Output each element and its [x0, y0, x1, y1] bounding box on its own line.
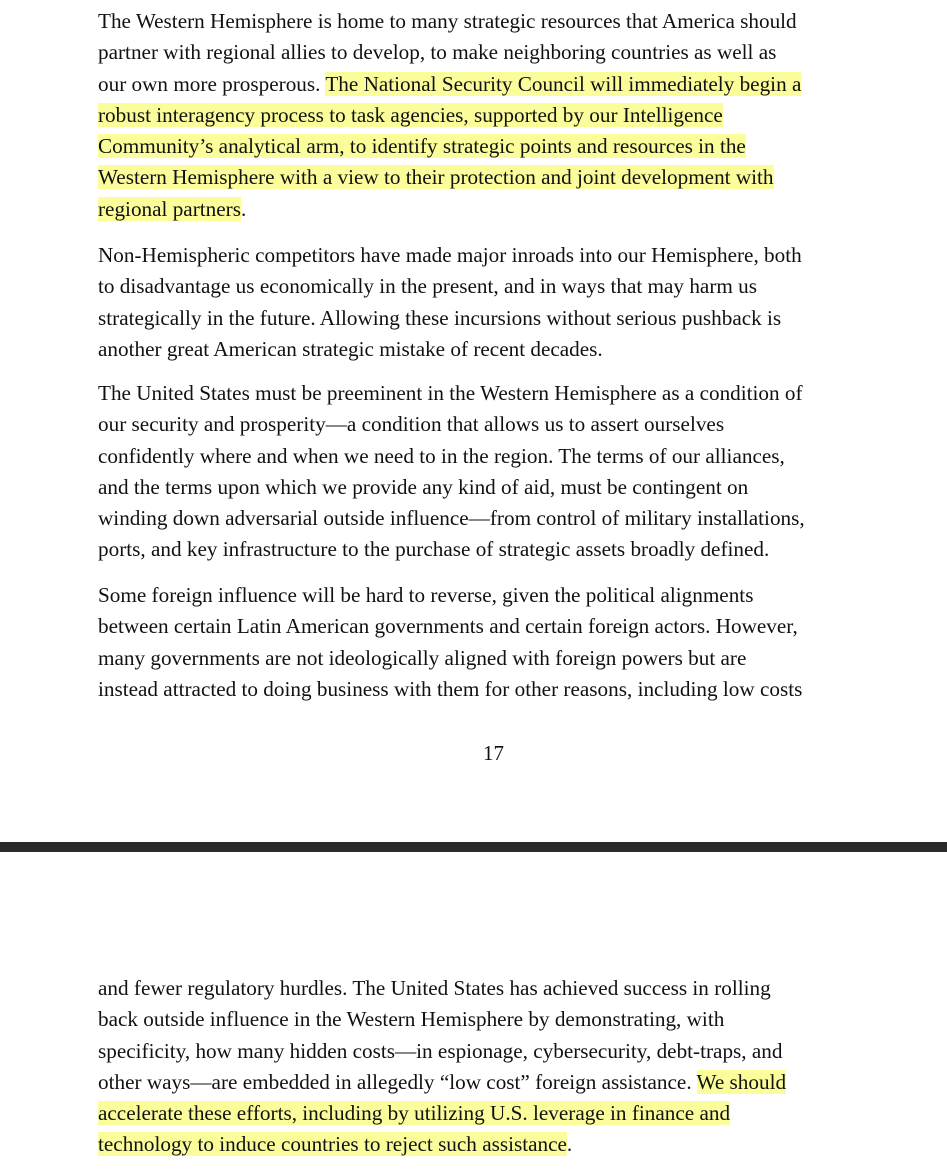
text-run: confidently where and when we need to in the region. The terms of our alliances, [98, 443, 785, 468]
text-line [98, 580, 898, 611]
text-run: instead attracted to doing business with them for other reasons, including low costs [98, 676, 803, 701]
text-line [98, 1067, 898, 1098]
highlighted-text: Community’s analytical arm, to identify strategic points and resources in the [98, 134, 746, 159]
text-line [98, 303, 898, 334]
text-run: winding down adversarial outside influence—from control of military installations, [98, 506, 805, 531]
text-line [98, 643, 898, 674]
text-line [98, 6, 898, 37]
page-divider [0, 842, 947, 852]
text-run: many governments are not ideologically aligned with foreign powers but are [98, 645, 747, 670]
text-line [98, 674, 898, 705]
paragraph [98, 240, 898, 365]
text-line [98, 1036, 898, 1067]
highlighted-text: robust interagency process to task agencies, supported by our Intelligence [98, 102, 723, 127]
text-line [98, 973, 898, 1004]
text-line [98, 162, 898, 193]
highlighted-text: We should [696, 1069, 787, 1094]
text-line [98, 131, 898, 162]
text-run: another great American strategic mistake of recent decades. [98, 336, 603, 361]
text-line [98, 240, 898, 271]
text-run: and fewer regulatory hurdles. The United States has achieved success in rolling [98, 976, 771, 1000]
text-run: specificity, how many hidden costs—in espionage, cybersecurity, debt-traps, and [98, 1038, 783, 1063]
highlighted-text: Western Hemisphere with a view to their protection and joint development with [98, 165, 774, 190]
text-run: our own more prosperous. [98, 71, 326, 96]
paragraph [98, 378, 898, 566]
text-run: back outside influence in the Western Hemisphere by demonstrating, with [98, 1007, 725, 1032]
paragraph [98, 580, 898, 705]
text-line [98, 1129, 898, 1160]
page-number: 17 [483, 741, 504, 765]
highlighted-text: technology to induce countries to reject such assistance [98, 1132, 567, 1157]
text-line [98, 1004, 898, 1035]
text-line [98, 409, 898, 440]
text-run: to disadvantage us economically in the present, and in ways that may harm us [98, 274, 757, 299]
text-run: The Western Hemisphere is home to many strategic resources that America should [98, 9, 797, 33]
text-run: and the terms upon which we provide any kind of aid, must be contingent on [98, 474, 749, 499]
text-line [98, 69, 898, 100]
text-run: partner with regional allies to develop, to make neighboring countries as well as [98, 40, 777, 65]
text-run: between certain Latin American governments and certain foreign actors. However, [98, 614, 798, 639]
text-line [98, 100, 898, 131]
text-line [98, 534, 898, 565]
text-line [98, 194, 898, 225]
text-run: Some foreign influence will be hard to reverse, given the political alignments [98, 583, 754, 607]
highlighted-text: The National Security Council will immediately begin a [325, 71, 802, 96]
text-line [98, 271, 898, 302]
paragraph [98, 6, 898, 225]
text-line [98, 472, 898, 503]
document-page-18 [0, 852, 947, 1170]
text-line [98, 37, 898, 68]
text-run: . [566, 1132, 573, 1157]
paragraph [98, 973, 898, 1161]
text-line [98, 1098, 898, 1129]
text-line [98, 378, 898, 409]
text-run: our security and prosperity—a condition that allows us to assert ourselves [98, 412, 725, 437]
text-line [98, 334, 898, 365]
text-run: strategically in the future. Allowing these incursions without serious pushback is [98, 305, 782, 330]
text-run: other ways—are embedded in allegedly “low cost” foreign assistance. [98, 1069, 697, 1094]
highlighted-text: regional partners [98, 196, 241, 221]
highlighted-text: accelerate these efforts, including by utilizing U.S. leverage in finance and [98, 1101, 731, 1126]
text-run: The United States must be preeminent in the Western Hemisphere as a condition of [98, 381, 803, 405]
text-line [98, 611, 898, 642]
text-line [98, 441, 898, 472]
text-line [98, 503, 898, 534]
text-run: Non-Hemispheric competitors have made major inroads into our Hemisphere, both [98, 243, 802, 267]
text-run: . [240, 196, 247, 221]
text-run: ports, and key infrastructure to the purchase of strategic assets broadly defined. [98, 537, 770, 562]
